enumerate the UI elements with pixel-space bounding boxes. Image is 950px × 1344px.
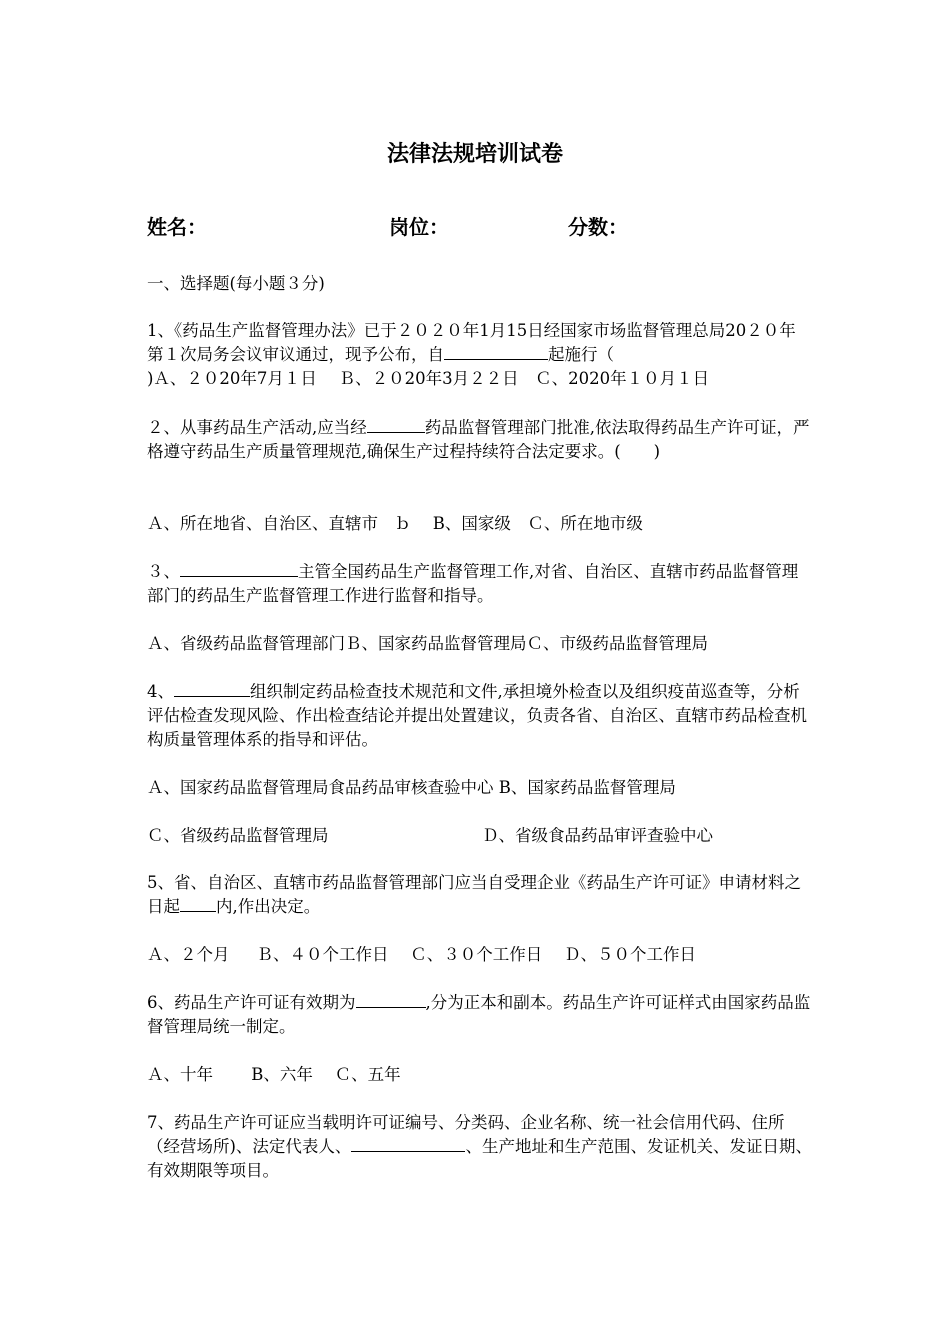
question-3-text: ３、 — [147, 562, 180, 581]
question-5-text-end: 内,作出决定。 — [216, 897, 321, 916]
answer-blank — [180, 560, 298, 577]
question-4 — [147, 680, 812, 752]
question-6-options: Ａ、十年 B、六年 Ｃ、五年 — [147, 1065, 401, 1084]
question-3-text-end: 主管全国药品生产监督管理工作,对省、自治区、直辖市药品监督管理部门的药品生产监督管理工作进行监督和指导。 — [147, 562, 799, 605]
question-1 — [147, 319, 812, 391]
question-3-options: Ａ、省级药品监督管理部门Ｂ、国家药品监督管理局Ｃ、市级药品监督管理局 — [147, 634, 708, 653]
question-7 — [147, 1111, 812, 1183]
question-3 — [147, 560, 812, 608]
question-5 — [147, 871, 812, 919]
question-4-option-d: Ｄ、省级食品药品审评查验中心 — [482, 826, 713, 845]
answer-blank — [356, 991, 426, 1008]
post-label: 岗位： — [389, 215, 449, 239]
question-4-options-1: Ａ、国家药品监督管理局食品药品审核查验中心 B、国家药品监督管理局 — [147, 778, 676, 797]
question-5-options: Ａ、２个月 Ｂ、４０个工作日 Ｃ、３０个工作日 Ｄ、５０个工作日 — [147, 945, 696, 964]
question-6-text-end: ,分为正本和副本。药品生产许可证样式由国家药品监督管理局统一制定。 — [147, 993, 811, 1036]
question-2-options: Ａ、所在地省、自治区、直辖市 ｂ B、国家级 Ｃ、所在地市级 — [147, 514, 643, 533]
question-1-options: )Ａ、２０20年7月１日 Ｂ、２０20年3月２２日 Ｃ、2020年１０月１日 — [147, 369, 710, 388]
question-7-text-end: 、生产地址和生产范围、发证机关、发证日期、有效期限等项目。 — [147, 1137, 812, 1180]
question-7-text: 7、药品生产许可证应当载明许可证编号、分类码、企业名称、统一社会信用代码、住所（经营场所)、法定代表人、 — [147, 1113, 785, 1156]
question-2-text: ２、从事药品生产活动,应当经 — [147, 418, 367, 437]
answer-blank — [174, 680, 250, 697]
question-4-text-end: 组织制定药品检查技术规范和文件,承担境外检查以及组织疫苗巡查等，分析评估检查发现风险、作出检查结论并提出处置建议，负责各省、自治区、直辖市药品检查机构质量管理体系的指导和评估。 — [147, 682, 807, 749]
answer-blank — [444, 343, 548, 360]
name-label: 姓名： — [147, 215, 207, 239]
section-heading: 一、选择题(每小题３分) — [147, 274, 325, 293]
answer-blank — [351, 1135, 465, 1152]
question-5-text: 5、省、自治区、直辖市药品监督管理部门应当自受理企业《药品生产许可证》申请材料之日起 — [147, 873, 801, 916]
question-6 — [147, 991, 812, 1039]
question-1-text: 1、《药品生产监督管理办法》已于２０２０年1月15日经国家市场监督管理总局20２０年第１次局务会议审议通过，现予公布，自 — [147, 321, 796, 364]
question-2-text-end: 药品监督管理部门批准,依法取得药品生产许可证，严格遵守药品生产质量管理规范,确保生产过程持续符合法定要求。( ) — [147, 418, 810, 461]
question-2 — [147, 416, 812, 464]
score-label: 分数： — [568, 215, 628, 239]
question-1-text-end: 起施行（ — [548, 345, 614, 364]
question-4-option-c: Ｃ、省级药品监督管理局 — [147, 826, 329, 845]
exam-title: 法律法规培训试卷 — [386, 142, 563, 167]
answer-blank — [367, 416, 425, 433]
question-4-text: 4、 — [147, 682, 174, 701]
question-6-text: 6、药品生产许可证有效期为 — [147, 993, 356, 1012]
answer-blank — [180, 895, 216, 912]
